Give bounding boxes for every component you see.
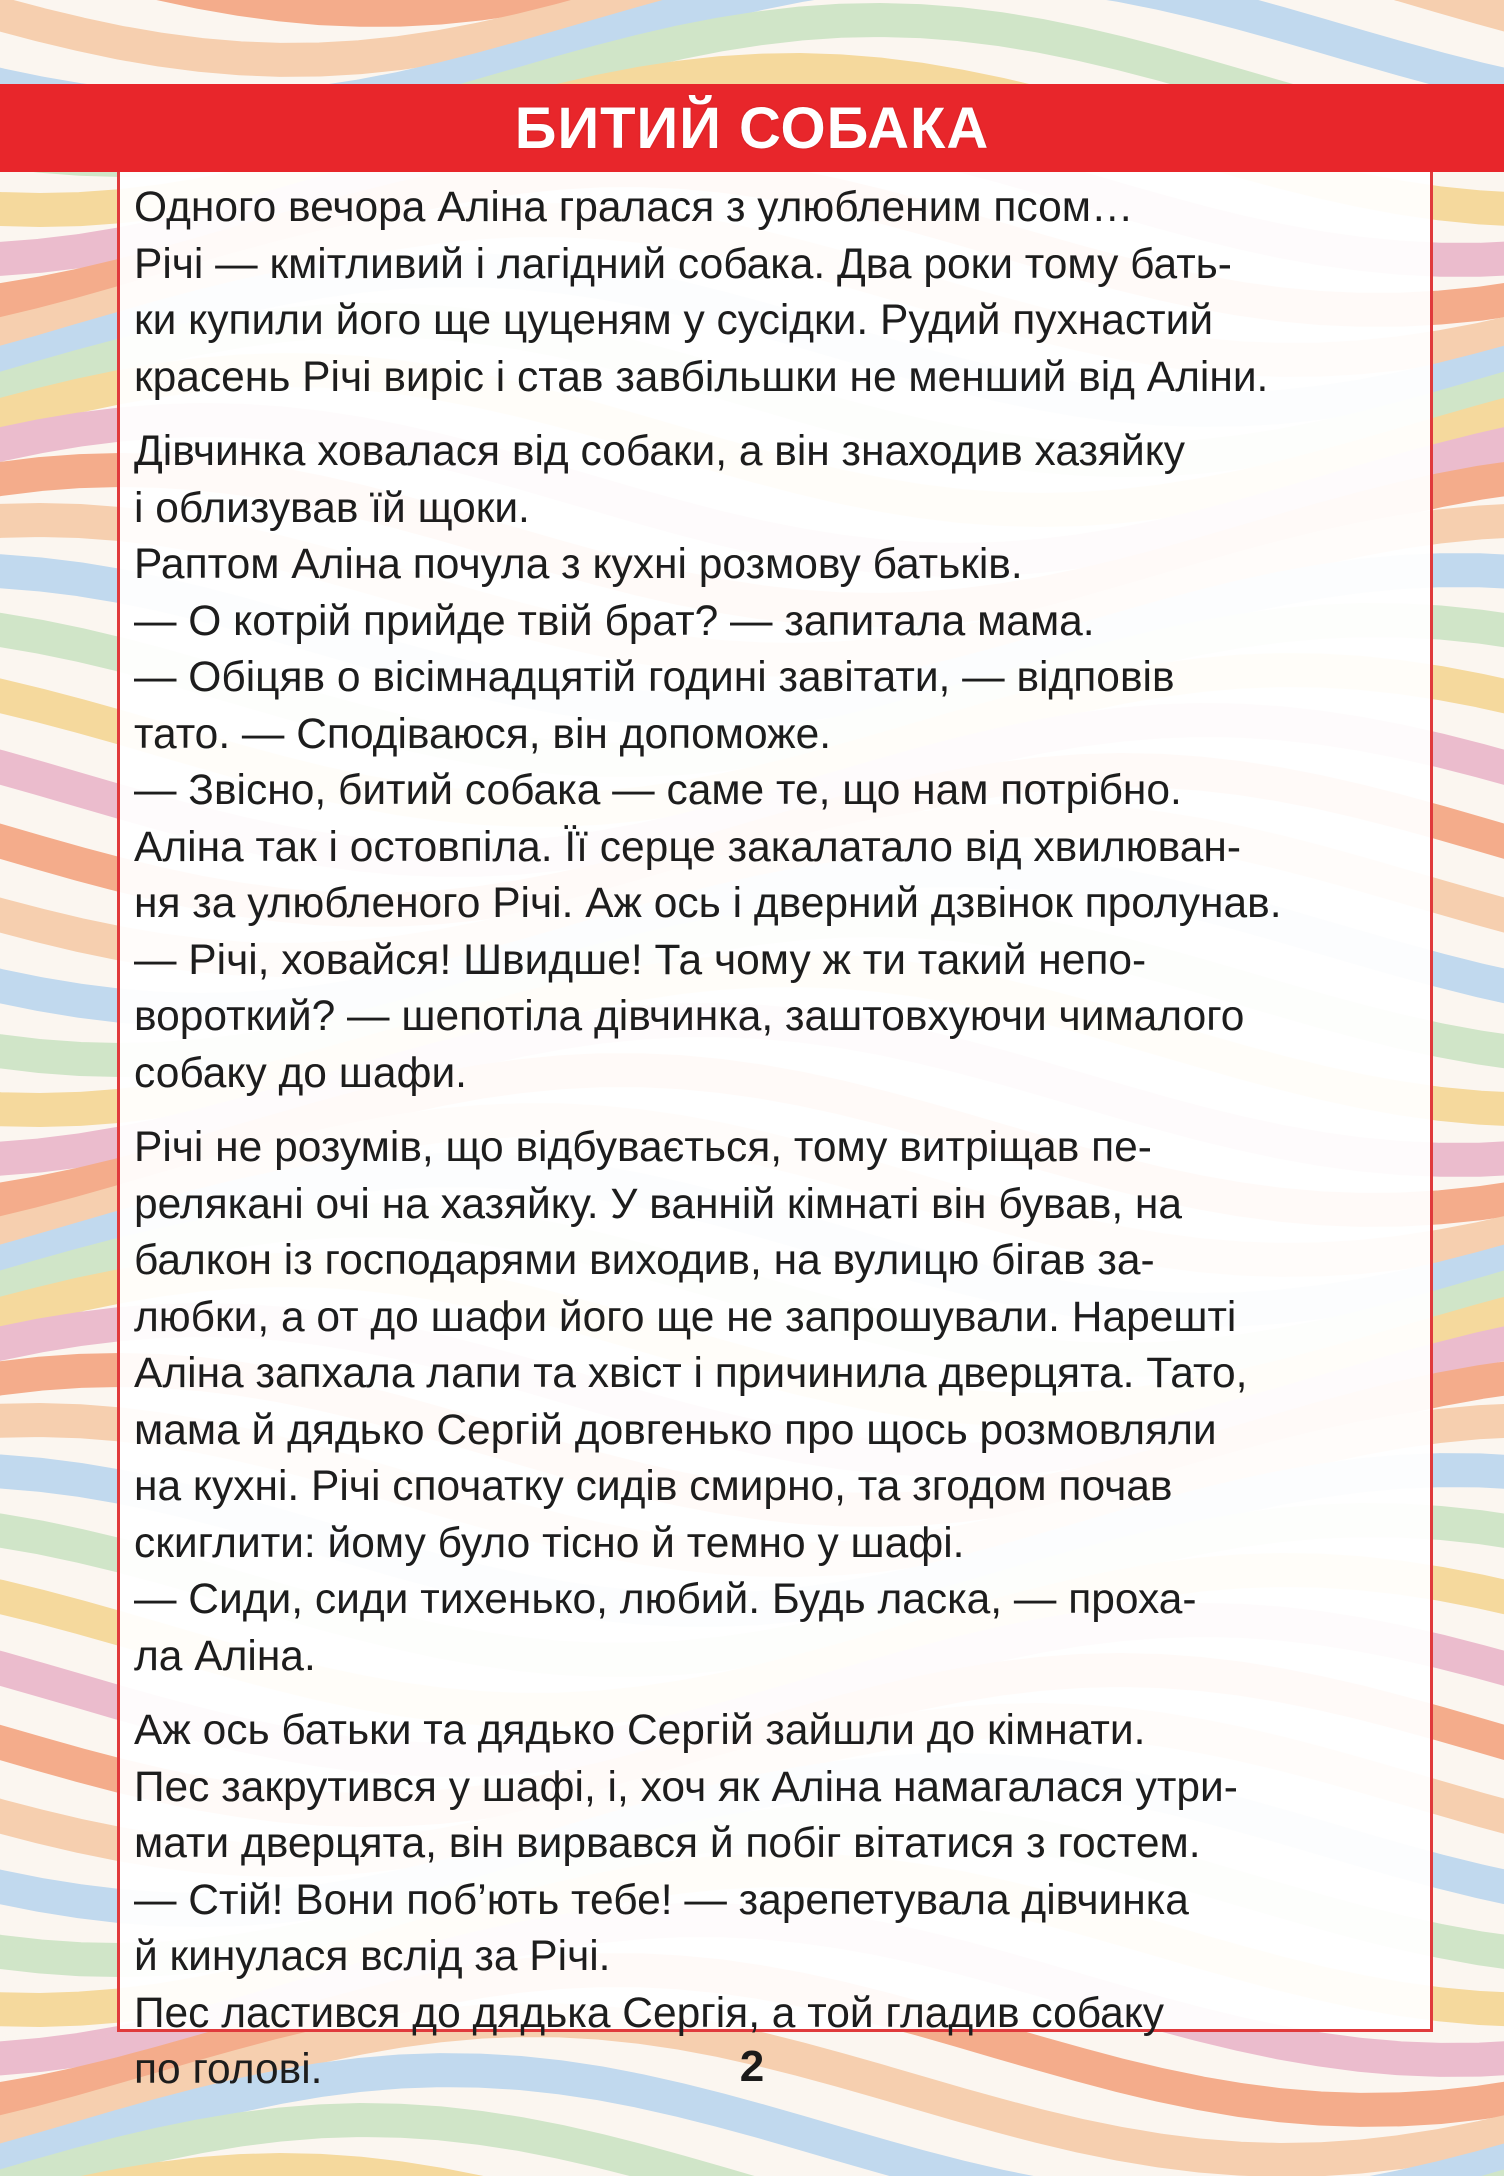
story-line: — Сиди, сиди тихенько, любий. Будь ласка, — проха- <box>134 1576 1197 1623</box>
story-line: — Обіцяв о вісімнадцятій годині завітати, — відповів <box>134 654 1175 701</box>
story-line: Раптом Аліна почула з кухні розмову батьків. <box>134 541 1023 588</box>
story-line: Річі — кмітливий і лагідний собака. Два роки тому бать- <box>134 240 1232 288</box>
story-paragraph <box>134 1873 1430 1986</box>
story-paragraph <box>134 763 1430 820</box>
story-line: Пес ластився до дядька Сергія, а той гладив собаку <box>134 1989 1165 2037</box>
story-line: релякані очі на хазяйку. У ванній кімнаті він бував, на <box>134 1180 1183 1228</box>
story-line: вороткий? — шепотіла дівчинка, заштовхуючи чималого <box>134 993 1245 1040</box>
story-line: балкон із господарями виходив, на вулицю бігав за- <box>134 1237 1155 1284</box>
story-title: БИТИЙ СОБАКА <box>514 95 990 161</box>
story-line: Аліна так і остовпіла. Її серце закалатало від хвилюван- <box>134 823 1241 871</box>
story-line: мама й дядько Сергій довгенько про щось розмовляли <box>134 1406 1217 1454</box>
story-paragraph <box>134 594 1430 651</box>
page-number: 2 <box>739 2042 765 2091</box>
story-line: Аж ось батьки та дядько Сергій зайшли до кімнати. <box>134 1707 1146 1754</box>
story-paragraph <box>134 424 1430 537</box>
story-line: мати дверцята, він вирвався й побіг вітатися з гостем. <box>134 1820 1201 1867</box>
story-line: Дівчинка ховалася від собаки, а він знаходив хазяйку <box>134 428 1186 475</box>
story-paragraph <box>134 1120 1430 1572</box>
story-line: по голові. <box>134 2046 323 2093</box>
story-line: й кинулася вслід за Річі. <box>134 1933 611 1980</box>
story-line: Річі не розумів, що відбувається, тому витріщав пе- <box>134 1124 1152 1171</box>
story-paragraph <box>134 180 1430 237</box>
story-line: Аліна запхала лапи та хвіст і причинила дверцята. Тато, <box>134 1350 1248 1397</box>
title-banner <box>0 84 1504 172</box>
story-line: скиглити: йому було тісно й темно у шафі. <box>134 1519 965 1567</box>
story-paragraph <box>134 933 1430 1103</box>
story-line: ки купили його ще цуценям у сусідки. Рудий пухнастий <box>134 297 1214 344</box>
story-line: красень Річі виріс і став завбільшки не менший від Аліни. <box>134 353 1269 401</box>
story-line: — Річі, ховайся! Швидше! Та чому ж ти такий непо- <box>134 936 1147 984</box>
story-line: і облизував їй щоки. <box>134 484 530 532</box>
story-paragraph <box>134 1572 1430 1685</box>
story-line: — О котрій прийде твій брат? — запитала мама. <box>134 597 1095 645</box>
story-line: на кухні. Річі спочатку сидів смирно, та згодом почав <box>134 1463 1173 1510</box>
story-paragraph <box>134 537 1430 594</box>
story-line: любки, а от до шафи його ще не запрошували. Нарешті <box>134 1293 1237 1341</box>
story-line: Пес закрутився у шафі, і, хоч як Аліна намагалася утри- <box>134 1763 1238 1811</box>
story-paragraph <box>134 1703 1430 1873</box>
story-line: собаку до шафи. <box>134 1049 467 1097</box>
story-text-box <box>117 172 1433 2093</box>
story-paragraph <box>134 237 1430 407</box>
story-line: Одного вечора Аліна гралася з улюбленим псом… <box>134 184 1134 231</box>
story-paragraph <box>134 650 1430 763</box>
story-paragraph <box>134 820 1430 933</box>
story-line: — Стій! Вони поб’ють тебе! — зарепетувала дівчинка <box>134 1876 1189 1924</box>
story-line: тато. — Сподіваюся, він допоможе. <box>134 710 832 758</box>
story-line: ня за улюбленого Річі. Аж ось і дверний дзвінок пролунав. <box>134 880 1282 927</box>
story-line: ла Аліна. <box>134 1632 316 1680</box>
story-line: — Звісно, битий собака — саме те, що нам потрібно. <box>134 767 1182 814</box>
